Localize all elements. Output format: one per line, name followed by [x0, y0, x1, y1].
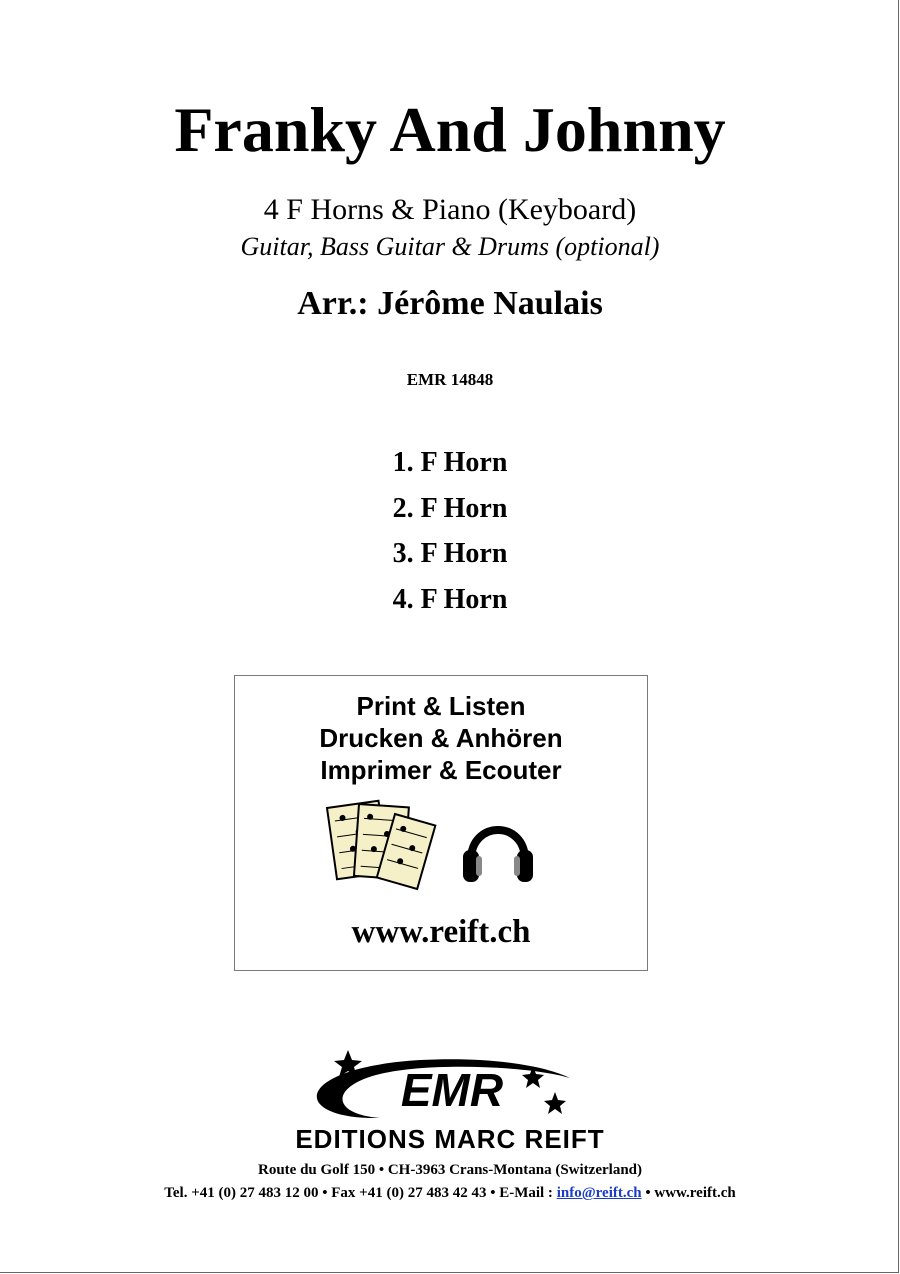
optional-instruments: Guitar, Bass Guitar & Drums (optional): [240, 232, 660, 261]
publisher-contact: [0, 1184, 900, 1202]
contact-website: • www.reift.ch: [641, 1185, 736, 1201]
arranger: Arr.: Jérôme Naulais: [297, 285, 603, 322]
part-item: 2. F Horn: [392, 492, 508, 524]
promo-line-fr: Imprimer & Ecouter: [320, 755, 562, 785]
promo-line-en: Print & Listen: [356, 691, 526, 721]
catalog-code: EMR 14848: [406, 370, 494, 389]
headphones-icon: [463, 830, 533, 882]
part-item: 4. F Horn: [392, 583, 508, 615]
part-item: 3. F Horn: [392, 538, 508, 569]
sheet-music-icon: [327, 801, 435, 889]
print-listen-box: [234, 675, 648, 971]
emr-logo: [230, 1048, 680, 1158]
promo-line-de: Drucken & Anhören: [319, 723, 563, 753]
parts-list: [0, 440, 900, 622]
email-link[interactable]: info@reift.ch: [556, 1185, 642, 1201]
publisher-address: Route du Golf 150 • CH-3963 Crans-Montana (Switzerland): [258, 1162, 642, 1178]
contact-phone-fax: Tel. +41 (0) 27 483 12 00 • Fax +41 (0) 27 483 42 43 • E-Mail :: [164, 1185, 557, 1201]
logo-emr-text: EMR: [400, 1064, 504, 1116]
promo-illustration: [235, 794, 649, 894]
score-title: Franky And Johnny: [174, 94, 726, 165]
publisher-name: EDITIONS MARC REIFT: [295, 1124, 605, 1154]
part-item: 1. F Horn: [392, 447, 508, 478]
instrumentation: 4 F Horns & Piano (Keyboard): [263, 193, 637, 226]
promo-website[interactable]: www.reift.ch: [351, 914, 531, 950]
